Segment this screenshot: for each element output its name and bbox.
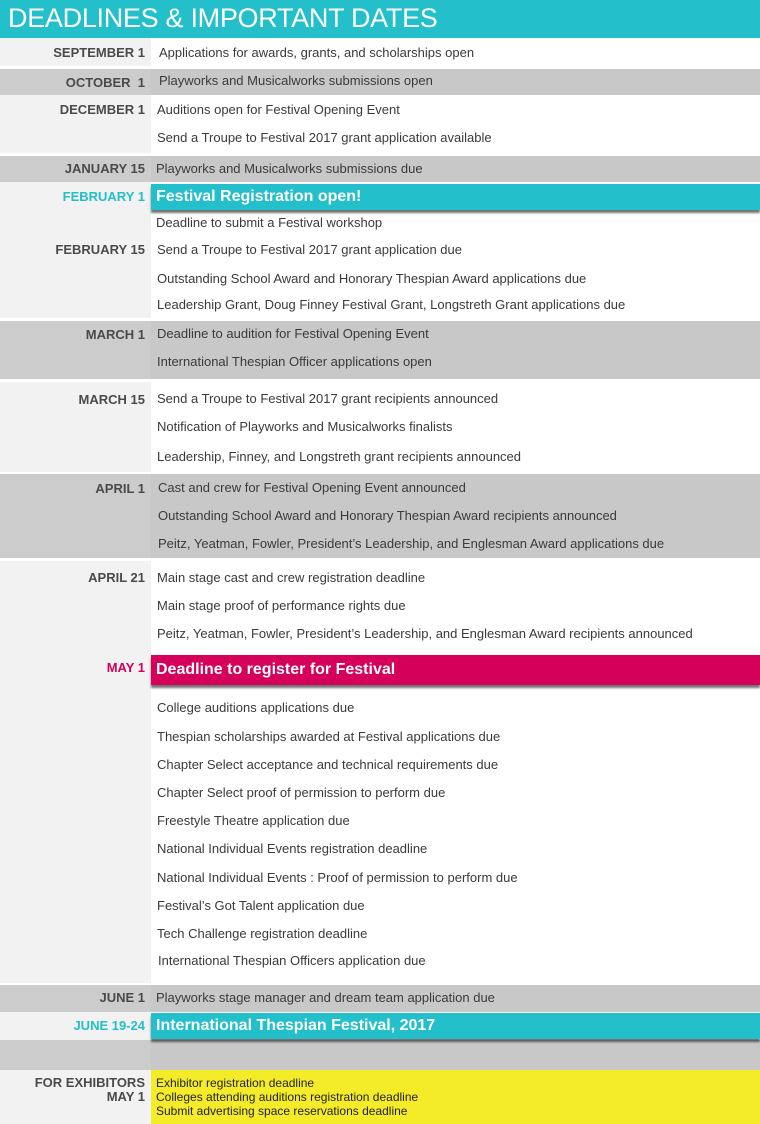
highlight-bar-registration-open	[151, 184, 760, 210]
list-item: Send a Troupe to Festival 2017 grant recipients announced	[157, 391, 499, 406]
list-item: Deadline to submit a Festival workshop	[156, 215, 383, 230]
highlight-bar-register-deadline	[151, 655, 760, 685]
date-label: SEPTEMBER 1	[53, 45, 145, 60]
list-item: Chapter Select proof of permission to perform due	[157, 785, 446, 800]
list-item: Leadership, Finney, and Longstreth grant recipients announced	[157, 449, 522, 464]
list-item: Cast and crew for Festival Opening Event announced	[158, 480, 466, 495]
list-item: National Individual Events registration deadline	[157, 841, 428, 856]
date-label: JUNE 19-24	[73, 1018, 145, 1033]
date-label: MARCH 15	[78, 392, 145, 407]
list-item: Auditions open for Festival Opening Event	[157, 102, 400, 117]
list-item: Festival’s Got Talent application due	[157, 898, 365, 913]
date-label: FOR EXHIBITORS	[34, 1075, 145, 1090]
highlight-text: International Thespian Festival, 2017	[156, 1017, 436, 1034]
list-item: Chapter Select acceptance and technical requirements due	[157, 757, 499, 772]
list-item: National Individual Events : Proof of permission to perform due	[157, 870, 518, 885]
list-item: Peitz, Yeatman, Fowler, President’s Leadership, and Englesman Award applications due	[158, 536, 665, 551]
highlight-bar-festival	[151, 1013, 760, 1039]
date-label: MAY 1	[106, 1089, 145, 1104]
date-label: APRIL 1	[95, 481, 145, 496]
date-label: FEBRUARY 15	[55, 242, 145, 257]
date-label: JANUARY 15	[64, 161, 145, 176]
list-item: College auditions applications due	[157, 700, 355, 715]
date-label: APRIL 21	[88, 570, 145, 585]
list-item: Exhibitor registration deadline	[156, 1076, 315, 1090]
date-label: MARCH 1	[85, 327, 145, 342]
date-label: OCTOBER 1	[65, 75, 145, 90]
list-item: Colleges attending auditions registration deadline	[156, 1090, 419, 1104]
highlight-text: Deadline to register for Festival	[156, 661, 396, 678]
list-item: Applications for awards, grants, and scholarships open	[159, 45, 475, 60]
list-item: Playworks and Musicalworks submissions due	[156, 161, 423, 176]
list-item: Freestyle Theatre application due	[157, 813, 350, 828]
list-item: Leadership Grant, Doug Finney Festival Grant, Longstreth Grant applications due	[157, 297, 626, 312]
page-title: DEADLINES & IMPORTANT DATES	[8, 3, 438, 33]
list-item: Playworks stage manager and dream team application due	[156, 990, 495, 1005]
list-item: International Thespian Officers application due	[158, 953, 426, 968]
band-spacer	[0, 1040, 760, 1070]
list-item: Peitz, Yeatman, Fowler, President’s Leadership, and Englesman Award recipients announced	[157, 626, 693, 641]
list-item: Playworks and Musicalworks submissions open	[159, 73, 433, 88]
list-item: Submit advertising space reservations deadline	[156, 1104, 408, 1118]
list-item: Main stage proof of performance rights due	[157, 598, 406, 613]
highlight-text: Festival Registration open!	[156, 188, 362, 205]
list-item: Thespian scholarships awarded at Festival applications due	[157, 729, 501, 744]
list-item: Main stage cast and crew registration deadline	[157, 570, 426, 585]
date-label: JUNE 1	[99, 990, 145, 1005]
list-item: Outstanding School Award and Honorary Thespian Award recipients announced	[158, 508, 617, 523]
list-item: Outstanding School Award and Honorary Thespian Award applications due	[157, 271, 587, 286]
date-label: DECEMBER 1	[59, 102, 145, 117]
date-label: FEBRUARY 1	[62, 189, 145, 204]
list-item: International Thespian Officer applications open	[157, 354, 432, 369]
list-item: Send a Troupe to Festival 2017 grant application available	[157, 130, 492, 145]
list-item: Notification of Playworks and Musicalworks finalists	[157, 419, 453, 434]
list-item: Tech Challenge registration deadline	[157, 926, 368, 941]
page-header	[0, 0, 760, 38]
date-label: MAY 1	[106, 660, 145, 675]
list-item: Send a Troupe to Festival 2017 grant application due	[157, 242, 462, 257]
list-item: Deadline to audition for Festival Opening Event	[157, 326, 429, 341]
